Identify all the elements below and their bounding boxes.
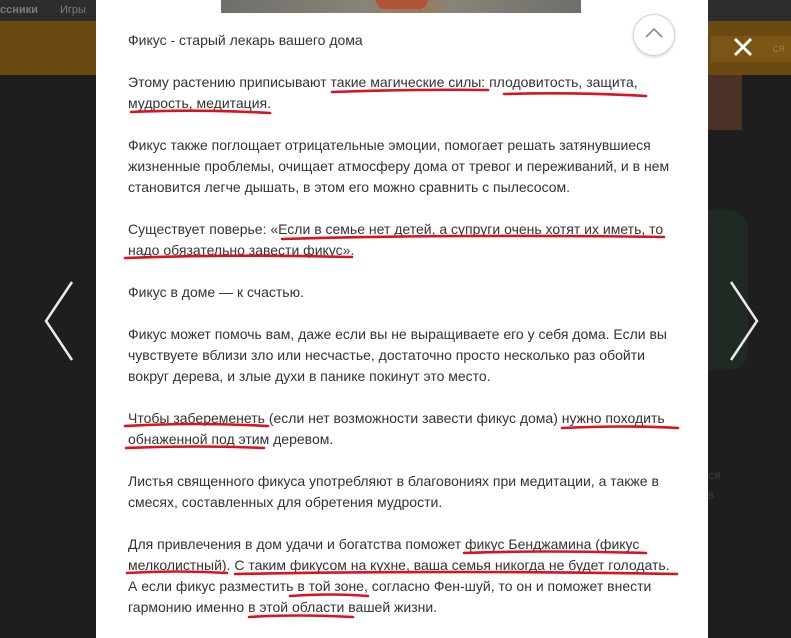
background-nav-friends: ссники	[0, 4, 38, 16]
close-button[interactable]	[731, 35, 755, 59]
post-paragraph: Этому растению приписывают такие магические силы: плодовитость, защита, мудрость, медитация.	[128, 74, 638, 111]
background-side-text: ся	[708, 468, 721, 482]
post-paragraph: Существует поверье: «Если в семье нет детей, а супруги очень хотят их иметь, то надо обязательно завести фикус».	[128, 221, 664, 258]
post-paragraph: Для привлечения в дом удачи и богатства поможет фикус Бенджамина (фикус мелколистный). С таким фикусом на кухне, ваша семья никогда не будет голодать. А если фикус разместить в той зоне, согласно Фен-шуй, то он и поможет внести гармонию именно в этой области вашей жизни.	[128, 536, 670, 615]
post-paragraph: Фикус также поглощает отрицательные эмоции, помогает решать затянувшиеся жизненные проблемы, очищает атмосферу дома от тревог и переживаний, и в нем становится легче дышать, в этом его можно сравнить с пылесосом.	[128, 137, 670, 195]
post-paragraph: Чтобы забеременеть (если нет возможности завести фикус дома) нужно походить обнаженной под этим деревом.	[128, 410, 665, 447]
photo-viewer-panel	[96, 0, 708, 638]
background-photo	[708, 75, 742, 130]
close-icon	[731, 35, 755, 59]
post-photo	[221, 0, 581, 13]
chevron-right-icon	[723, 280, 763, 362]
chevron-up-icon	[644, 27, 664, 39]
post-paragraph: Фикус может помочь вам, даже если вы не выращиваете его у себя дома. Если вы чувствуете вблизи зло или несчастье, достаточно просто несколько раз обойти вокруг дерева, и злые духи в панике покинут это место.	[128, 326, 667, 384]
background-header-button-label: ся	[772, 41, 785, 55]
post-paragraph: Фикус - старый лекарь вашего дома	[128, 32, 363, 48]
post-paragraph: Листья священного фикуса употребляют в благовониях при медитации, а также в смесях, составленных для обретения мудрости.	[128, 473, 659, 510]
post-paragraph: Фикус в доме — к счастью.	[128, 284, 304, 300]
chevron-left-icon	[40, 280, 80, 362]
previous-photo-button[interactable]	[40, 280, 80, 362]
background-side-text: в	[708, 488, 715, 502]
scroll-up-button[interactable]	[633, 14, 675, 56]
next-photo-button[interactable]	[723, 280, 763, 362]
background-nav-games: Игры	[60, 4, 86, 16]
post-text	[128, 30, 676, 638]
